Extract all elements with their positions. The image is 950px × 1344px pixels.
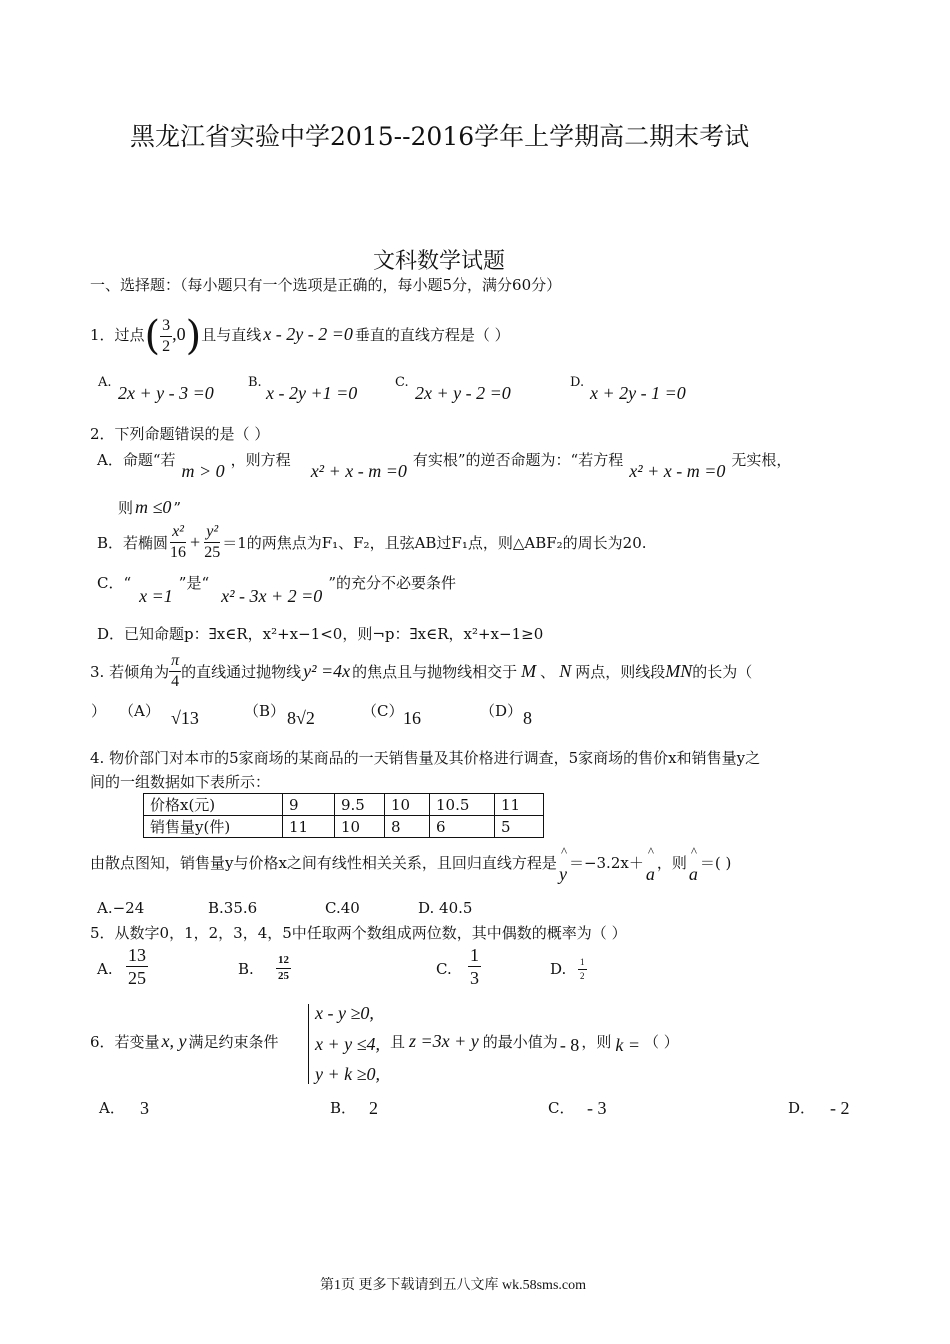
question-1-stem: 1．过点( $\frac{3}{2}$ ,0)且与直线 x - 2y - 2 =0 垂直的直线方程是（ ） — [90, 313, 510, 359]
question-2-stem: 2．下列命题错误的是（ ） — [90, 425, 270, 443]
q2-option-a[interactable]: A．命题“若m > 0，则方程x² + x - m =0有实根”的逆否命题为：“若方程x² + x - m =0无实根， — [97, 451, 792, 481]
table-row — [144, 816, 544, 838]
q2-option-b[interactable]: B．若椭圆 $\frac{\text{x²}}{16}$ + $\frac{\text{y²}}{25}$ ＝1的两焦点为F₁、F₂，且弦AB过F₁点，则△ABF₂的周长为20. — [97, 523, 647, 561]
constraint-line: y + k ≥0, — [315, 1064, 381, 1084]
point-fraction: $\frac{3}{2}$ — [162, 316, 171, 355]
y-hat: ^ y — [558, 844, 568, 884]
q6-option-c-label: C． — [548, 1099, 575, 1117]
q3-option-c[interactable]: 16 — [403, 708, 421, 728]
q1-option-c-label: C. — [395, 375, 409, 390]
q6-option-b[interactable]: 2 — [369, 1098, 378, 1118]
constraint-line: x + y ≤4, — [315, 1034, 381, 1054]
q1-option-a-label: A. — [98, 375, 112, 390]
exam-subtitle: 文科数学试题 — [373, 249, 506, 274]
q1-option-c[interactable]: 2x + y - 2 =0 — [415, 383, 511, 403]
a-hat: ^ a — [645, 844, 655, 884]
q1-option-a[interactable]: 2x + y - 3 =0 — [118, 383, 214, 403]
exam-title: 黑龙江省实验中学2015--2016学年上学期高二期末考试 — [130, 122, 750, 151]
q5-option-c[interactable]: $\frac{1}{3}$ — [470, 945, 479, 988]
q2-option-c[interactable]: C．“x =1”是“x² - 3x + 2 =0”的充分不必要条件 — [97, 574, 456, 606]
q6-option-d-label: D． — [788, 1099, 816, 1117]
parabola-equation: y² =4x — [303, 661, 351, 681]
q1-option-b[interactable]: x - 2y +1 =0 — [266, 383, 358, 403]
q1-option-d[interactable]: x + 2y - 1 =0 — [590, 383, 686, 403]
ellipse-fraction-x: $\frac{\text{x²}}{16}$ — [170, 523, 187, 561]
q1-option-d-label: D. — [570, 375, 585, 390]
question-6-stem-a: 6．若变量 x, y 满足约束条件 — [90, 1031, 279, 1051]
table-cell: 价格x(元) — [144, 794, 283, 816]
question-4-line1: 4. 物价部门对本市的5家商场的某商品的一天销售量及其价格进行调查，5家商场的售价x和销售量y之 — [90, 749, 761, 767]
q3-option-c-label: （C） — [362, 702, 404, 720]
question-4-regression: 由散点图知，销售量y与价格x之间有线性相关关系，且回归直线方程是 ^ y＝−3.2x＋ ^ a，则 ^ a＝( ) — [90, 844, 732, 884]
q4-option-b[interactable]: B.35.6 — [208, 899, 258, 917]
q5-option-d[interactable]: $\frac{1}{2}$ — [580, 957, 585, 981]
q6-option-a-label: A． — [99, 1099, 125, 1117]
question-6-stem-b: 且 z =3x + y 的最小值为 - 8 ，则 k = （ ） — [390, 1031, 679, 1055]
q2-option-d[interactable]: D．已知命题p：∃x∈R，x²+x−1<0，则¬p：∃x∈R，x²+x−1≥0 — [97, 625, 544, 643]
table-cell: 5 — [495, 816, 544, 838]
table-cell: 11 — [495, 794, 544, 816]
table-cell: 10.5 — [430, 794, 495, 816]
q1-option-b-label: B. — [248, 375, 262, 390]
system-brace — [308, 1004, 309, 1084]
table-cell: 9.5 — [335, 794, 385, 816]
section-heading: 一、选择题：（每小题只有一个选项是正确的，每小题5分，满分60分） — [90, 276, 562, 294]
table-row — [144, 794, 544, 816]
given-line-equation: x - 2y - 2 =0 — [263, 324, 353, 344]
q4-option-a[interactable]: A.−24 — [97, 899, 145, 917]
q3-option-a[interactable]: √13 — [171, 708, 199, 728]
q4-option-d[interactable]: D. 40.5 — [418, 899, 473, 917]
q6-option-c[interactable]: - 3 — [587, 1098, 607, 1118]
table-cell: 8 — [385, 816, 430, 838]
page-footer: 第1页 更多下载请到五八文库 wk.58sms.com — [320, 1278, 586, 1293]
q5-option-b[interactable]: $\frac{12}{25}$ — [278, 954, 289, 982]
table-cell: 10 — [385, 794, 430, 816]
q5-option-a[interactable]: $\frac{13}{25}$ — [128, 945, 146, 988]
q3-option-b-label: （B） — [244, 702, 286, 720]
q4-option-c[interactable]: C.40 — [325, 899, 360, 917]
q6-option-b-label: B． — [330, 1099, 357, 1117]
angle-fraction: $\frac{\pi}{4}$ — [171, 652, 180, 690]
q5-option-a-label: A. — [97, 960, 113, 978]
q6-option-d[interactable]: - 2 — [830, 1098, 850, 1118]
table-cell: 11 — [283, 816, 335, 838]
table-cell: 销售量y(件) — [144, 816, 283, 838]
q2-option-a-cont: 则 m ≤0 ” — [118, 497, 182, 517]
question-3-stem: 3. 若倾角为 $\frac{\pi}{4}$ 的直线通过抛物线 y² =4x 的焦点且与抛物线相交于 M 、 N 两点，则线段MN的长为（ — [90, 652, 753, 690]
constraint-line: x - y ≥0, — [315, 1003, 374, 1023]
table-cell: 10 — [335, 816, 385, 838]
q3-option-d-label: （D） — [480, 702, 523, 720]
ellipse-fraction-y: $\frac{\text{y²}}{25}$ — [204, 523, 221, 561]
price-sales-table — [143, 793, 544, 838]
q3-option-d[interactable]: 8 — [523, 708, 532, 728]
q3-option-a-label: （A） — [119, 702, 160, 720]
q5-option-c-label: C. — [436, 960, 452, 978]
q5-option-d-label: D. — [550, 960, 567, 978]
q6-option-a[interactable]: 3 — [140, 1098, 149, 1118]
q3-option-b[interactable]: 8√2 — [287, 708, 315, 728]
table-cell: 6 — [430, 816, 495, 838]
question-5-stem: 5．从数字0，1，2，3，4，5中任取两个数组成两位数，其中偶数的概率为（ ） — [90, 924, 627, 942]
question-4-line2: 间的一组数据如下表所示： — [90, 773, 271, 791]
a-hat: ^ a — [688, 844, 698, 884]
q5-option-b-label: B. — [238, 960, 254, 978]
table-cell: 9 — [283, 794, 335, 816]
